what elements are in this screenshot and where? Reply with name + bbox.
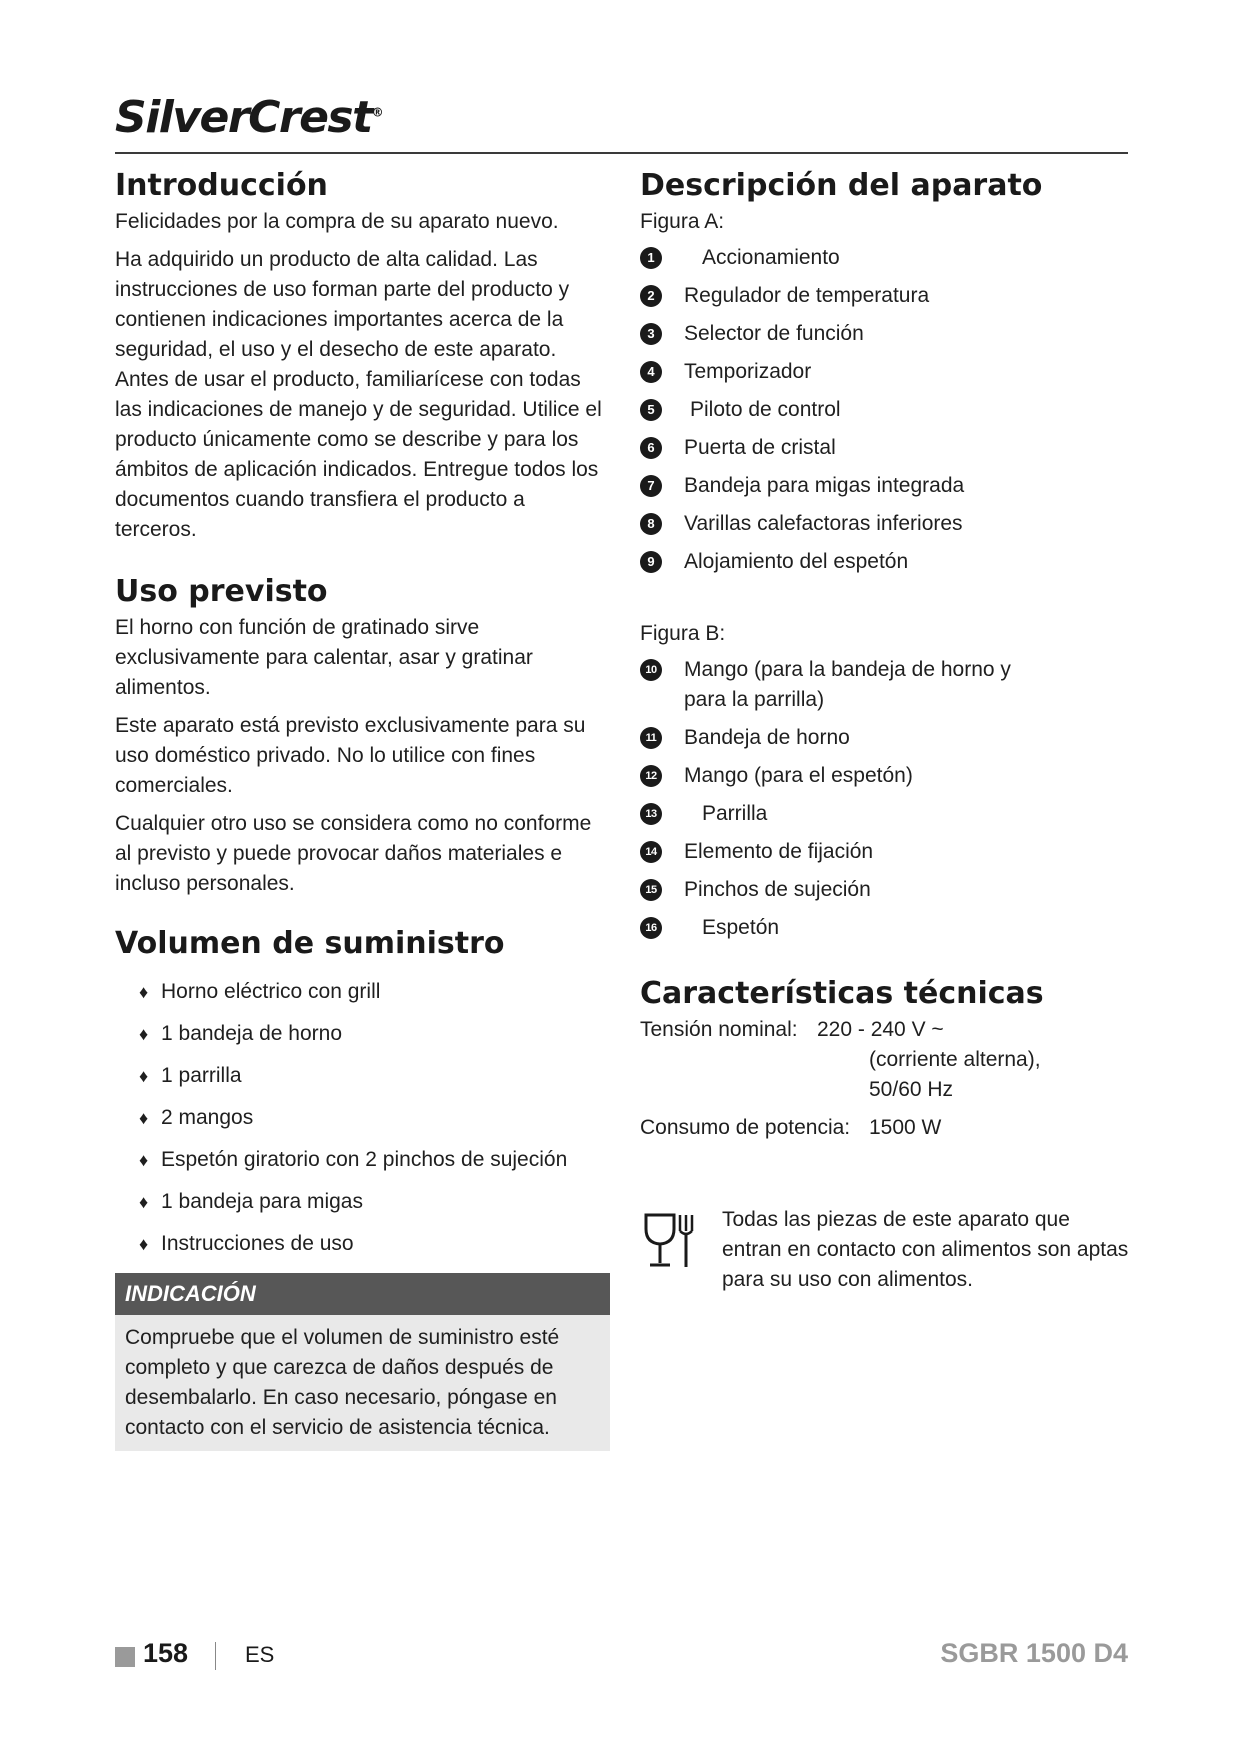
- list-item: ♦ 1 bandeja de horno: [139, 1013, 610, 1055]
- diamond-bullet-icon: ♦: [139, 1234, 149, 1254]
- voltage-label: Tensión nominal:: [640, 1018, 798, 1041]
- number-badge: 4: [640, 361, 662, 383]
- list-item: 1 Accionamiento: [640, 243, 1130, 273]
- brand-logo: SilverCrest®: [115, 92, 383, 143]
- food-safe-icon: [640, 1211, 708, 1273]
- intro-paragraph-2: Ha adquirido un producto de alta calidad. Las instrucciones de uso forman parte del producto y contienen indicaciones importantes acerca de la seguridad, el uso y el desecho de este aparato. Antes de usar el producto, familiarícese con todas las indicaciones de manejo y de seguridad. Utilice el producto únicamente como se describe y para los ámbitos de aplicación indicados. Entregue todos los documentos cuando transfiera el producto a terceros.: [115, 248, 602, 541]
- voltage-note-1: (corriente alterna),: [869, 1048, 1041, 1071]
- power-value: 1500 W: [869, 1116, 942, 1139]
- number-badge: 11: [640, 727, 662, 749]
- diamond-bullet-icon: ♦: [139, 1066, 149, 1086]
- footer-square-icon: [115, 1647, 135, 1667]
- parts-list-b: [640, 655, 1130, 943]
- use-paragraph-2: Este aparato está previsto exclusivamente para su uso doméstico privado. No lo utilice con fines comerciales.: [115, 714, 586, 797]
- number-badge: 14: [640, 841, 662, 863]
- note-title: INDICACIÓN: [115, 1273, 610, 1315]
- model-number: SGBR 1500 D4: [940, 1638, 1128, 1668]
- supply-list: [115, 971, 610, 1265]
- diamond-bullet-icon: ♦: [139, 1150, 149, 1170]
- list-item: 16 Espetón: [640, 913, 1130, 943]
- number-badge: 3: [640, 323, 662, 345]
- header-rule: [115, 152, 1128, 154]
- number-badge: 10: [640, 659, 662, 681]
- right-column: [640, 165, 1130, 1295]
- list-item: 5 Piloto de control: [640, 395, 1130, 425]
- figure-a-label: Figura A:: [640, 210, 725, 233]
- voltage-value: 220 - 240 V ~: [817, 1018, 944, 1041]
- list-item: 6 Puerta de cristal: [640, 433, 1130, 463]
- number-badge: 6: [640, 437, 662, 459]
- number-badge: 16: [640, 917, 662, 939]
- list-item: ♦ 1 bandeja para migas: [139, 1181, 610, 1223]
- list-item: 10 Mango (para la bandeja de horno y para la parrilla): [640, 655, 1130, 715]
- diamond-bullet-icon: ♦: [139, 982, 149, 1002]
- food-safe-text: Todas las piezas de este aparato que entran en contacto con alimentos son aptas para su uso con alimentos.: [722, 1208, 1129, 1291]
- use-title: Uso previsto: [115, 574, 328, 609]
- left-column: [115, 165, 610, 1451]
- page-footer: [115, 1638, 1128, 1674]
- number-badge: 12: [640, 765, 662, 787]
- desc-title: Descripción del aparato: [640, 168, 1043, 203]
- supply-title: Volumen de suministro: [115, 926, 505, 961]
- tech-title: Características técnicas: [640, 976, 1044, 1011]
- figure-b-label: Figura B:: [640, 622, 726, 645]
- diamond-bullet-icon: ♦: [139, 1192, 149, 1212]
- tech-specs: [640, 1015, 1130, 1143]
- list-item: ♦ Espetón giratorio con 2 pinchos de sujeción: [139, 1139, 610, 1181]
- list-item: 15 Pinchos de sujeción: [640, 875, 1130, 905]
- list-item: 2 Regulador de temperatura: [640, 281, 1130, 311]
- footer-divider: [215, 1642, 216, 1670]
- list-item: 9 Alojamiento del espetón: [640, 547, 1130, 577]
- list-item: 13 Parrilla: [640, 799, 1130, 829]
- diamond-bullet-icon: ♦: [139, 1024, 149, 1044]
- number-badge: 2: [640, 285, 662, 307]
- power-label: Consumo de potencia:: [640, 1116, 851, 1139]
- parts-list-a: [640, 243, 1130, 577]
- list-item: 7 Bandeja para migas integrada: [640, 471, 1130, 501]
- list-item: 14 Elemento de fijación: [640, 837, 1130, 867]
- list-item: 11 Bandeja de horno: [640, 723, 1130, 753]
- number-badge: 1: [640, 247, 662, 269]
- list-item: ♦ Instrucciones de uso: [139, 1223, 610, 1265]
- list-item: ♦ 1 parrilla: [139, 1055, 610, 1097]
- use-paragraph-1: El horno con función de gratinado sirve exclusivamente para calentar, asar y gratinar alimentos.: [115, 616, 533, 699]
- use-paragraph-3: Cualquier otro uso se considera como no conforme al previsto y puede provocar daños materiales e incluso personales.: [115, 812, 592, 895]
- intro-title: Introducción: [115, 168, 328, 203]
- number-badge: 7: [640, 475, 662, 497]
- number-badge: 13: [640, 803, 662, 825]
- list-item: ♦ Horno eléctrico con grill: [139, 971, 610, 1013]
- intro-paragraph-1: Felicidades por la compra de su aparato nuevo.: [115, 210, 559, 233]
- voltage-note-2: 50/60 Hz: [869, 1078, 954, 1101]
- list-item: 3 Selector de función: [640, 319, 1130, 349]
- language-code: ES: [245, 1642, 275, 1667]
- number-badge: 8: [640, 513, 662, 535]
- note-text: Compruebe que el volumen de suministro esté completo y que carezca de daños después de desembalarlo. En caso necesario, póngase en contacto con el servicio de asistencia técnica.: [115, 1315, 610, 1451]
- list-item: 12 Mango (para el espetón): [640, 761, 1130, 791]
- list-item: 8 Varillas calefactoras inferiores: [640, 509, 1130, 539]
- number-badge: 15: [640, 879, 662, 901]
- food-safe-notice: [640, 1205, 1130, 1295]
- page-number: 158: [143, 1638, 189, 1668]
- list-item: ♦ 2 mangos: [139, 1097, 610, 1139]
- number-badge: 9: [640, 551, 662, 573]
- list-item: 4 Temporizador: [640, 357, 1130, 387]
- diamond-bullet-icon: ♦: [139, 1108, 149, 1128]
- number-badge: 5: [640, 399, 662, 421]
